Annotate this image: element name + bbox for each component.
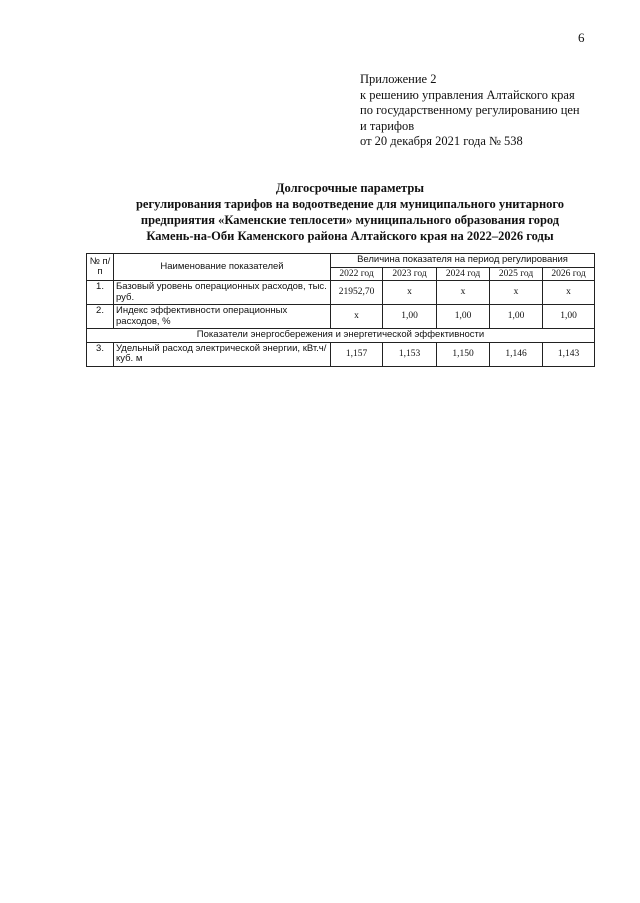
appendix-line: к решению управления Алтайского края (360, 87, 575, 102)
title-line: предприятия «Каменские теплосети» муниципального образования город (140, 213, 560, 227)
header-year: 2023 год (383, 267, 437, 281)
row-num: 2. (87, 305, 114, 329)
row-name: Базовый уровень операционных расходов, тыс. руб. (114, 281, 331, 305)
header-year: 2025 год (490, 267, 543, 281)
row-value: 1,150 (437, 342, 490, 366)
table-header-row (87, 254, 595, 268)
section-heading: Показатели энергосбережения и энергетической эффективности (87, 329, 595, 343)
appendix-line: от 20 декабря 2021 года № 538 (360, 134, 523, 148)
header-year: 2026 год (543, 267, 595, 281)
row-value: 21952,70 (331, 281, 383, 305)
row-value: х (331, 305, 383, 329)
row-value: х (490, 281, 543, 305)
title-line: Камень-на-Оби Каменского района Алтайского края на 2022–2026 годы (146, 229, 554, 243)
row-num: 1. (87, 281, 114, 305)
table-row (87, 281, 595, 305)
row-name: Индекс эффективности операционных расходов, % (114, 305, 331, 329)
table-row (87, 342, 595, 366)
header-year: 2024 год (437, 267, 490, 281)
row-value: х (437, 281, 490, 305)
table-section-row (87, 329, 595, 343)
title-line: регулирования тарифов на водоотведение для муниципального унитарного (135, 197, 565, 211)
row-value: х (383, 281, 437, 305)
page-number: 6 (578, 30, 585, 45)
row-num: 3. (87, 342, 114, 366)
row-value: 1,00 (437, 305, 490, 329)
row-value: 1,143 (543, 342, 595, 366)
row-value: 1,146 (490, 342, 543, 366)
header-year: 2022 год (331, 267, 383, 281)
header-value-group: Величина показателя на период регулирования (331, 254, 595, 268)
row-value: 1,00 (543, 305, 595, 329)
appendix-line: и тарифов (360, 118, 415, 133)
document-title (80, 180, 620, 244)
row-value: 1,00 (383, 305, 437, 329)
title-line: Долгосрочные параметры (275, 181, 425, 195)
appendix-line: по государственному регулированию цен (360, 103, 580, 117)
table-row (87, 305, 595, 329)
row-value: 1,00 (490, 305, 543, 329)
appendix-line: Приложение 2 (360, 72, 437, 86)
row-value: х (543, 281, 595, 305)
header-name: Наименование показателей (114, 254, 331, 281)
row-value: 1,153 (383, 342, 437, 366)
row-value: 1,157 (331, 342, 383, 366)
parameters-table (86, 253, 595, 367)
header-num: № п/п (87, 254, 114, 281)
row-name: Удельный расход электрической энергии, кВт.ч/куб. м (114, 342, 331, 366)
appendix-block (360, 72, 600, 150)
